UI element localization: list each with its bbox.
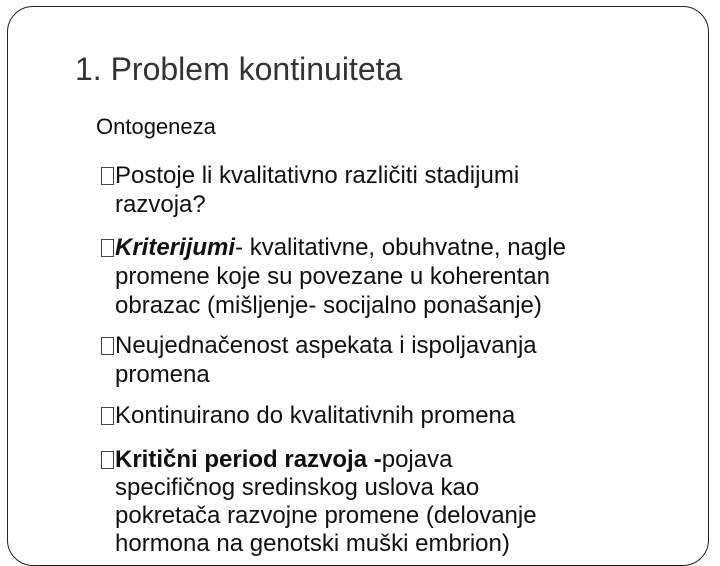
bullet-lead-term: Kritični period razvoja - xyxy=(115,446,382,473)
bullet-box-icon xyxy=(101,239,114,257)
bullet-line: razvoja? xyxy=(115,191,206,218)
bullet-item xyxy=(101,161,691,219)
bullet-line: hormona na genotski muški embrion) xyxy=(115,530,510,557)
bullet-line xyxy=(101,401,691,430)
bullet-box-icon xyxy=(101,451,114,469)
bullet-line: pokretača razvojne promene (delovanje xyxy=(115,502,537,529)
bullet-line xyxy=(101,446,691,474)
bullet-lead-term: Kriterijumi xyxy=(115,234,236,261)
bullet-item xyxy=(101,446,691,558)
bullet-item xyxy=(101,233,691,320)
bullet-box-icon xyxy=(101,407,114,425)
bullet-text: Neujednačenost aspekata i ispoljavanja xyxy=(115,332,537,359)
bullet-item xyxy=(101,401,691,430)
bullet-line xyxy=(101,331,691,360)
bullet-text: Postoje li kvalitativno različiti stadijumi xyxy=(115,162,520,189)
bullet-text: pojava xyxy=(381,446,453,473)
bullet-line: promena xyxy=(115,361,210,388)
bullet-box-icon xyxy=(101,167,114,185)
bullet-line: obrazac (mišljenje- socijalno ponašanje) xyxy=(115,292,542,319)
bullet-line xyxy=(101,233,691,262)
slide-subtitle: Ontogeneza xyxy=(96,114,216,139)
bullet-text: Kontinuirano do kvalitativnih promena xyxy=(115,402,516,429)
bullet-text: - kvalitativne, obuhvatne, nagle xyxy=(235,234,566,261)
slide-title: 1. Problem kontinuiteta xyxy=(75,51,403,87)
bullet-line: promene koje su povezane u koherentan xyxy=(115,263,550,290)
bullet-item xyxy=(101,331,691,389)
bullet-line: specifičnog sredinskog uslova kao xyxy=(115,474,480,501)
bullet-box-icon xyxy=(101,337,114,355)
bullet-line xyxy=(101,161,691,190)
